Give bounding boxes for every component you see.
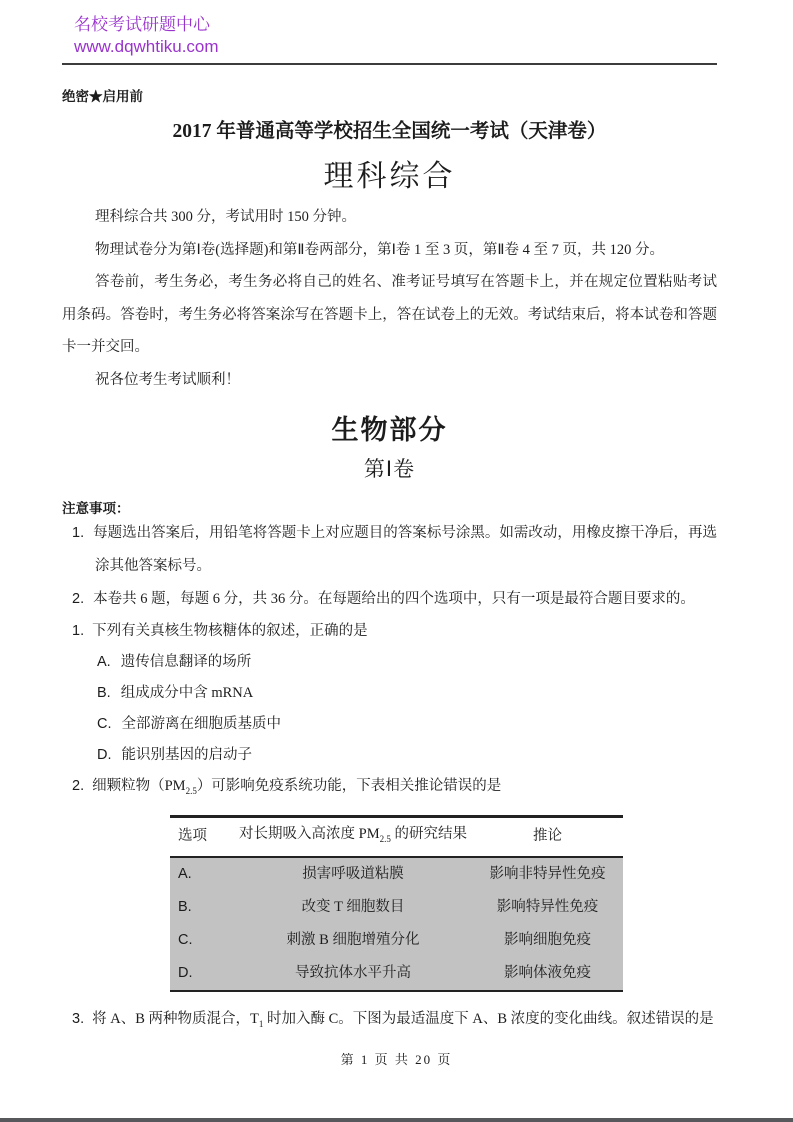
pm25-subscript: 2.5 xyxy=(185,785,197,796)
table-header-option: 选项 xyxy=(170,816,234,856)
question-text: 时加入酶 C。下图为最适温度下 A、B 浓度的变化曲线。叙述错误的是 xyxy=(263,1010,714,1027)
table-cell-inference: 影响特异性免疫 xyxy=(472,891,623,924)
pm25-subscript: 2.5 xyxy=(379,833,391,844)
note-item xyxy=(72,583,717,616)
table-header-result-text: 对长期吸入高浓度 PM xyxy=(239,825,380,842)
note-item xyxy=(72,517,717,583)
table-cell-inference: 影响细胞免疫 xyxy=(472,924,623,957)
question-number: 1. xyxy=(72,623,85,639)
table-cell-option: D. xyxy=(170,957,234,991)
table-row xyxy=(170,857,623,891)
intro-paragraph: 答卷前，考生务必，考生务必将自己的姓名、准考证号填写在答题卡上，并在规定位置粘贴考试用条码。答卷时，考生务必将答案涂写在答题卡上，答在试卷上的无效。考试结束后，将本试卷和答题卡一并交回。 xyxy=(62,274,717,355)
question-2-stem xyxy=(72,771,717,807)
notes-label: 注意事项： xyxy=(62,501,130,516)
question-text: 下列有关真核生物核糖体的叙述，正确的是 xyxy=(92,623,368,639)
question-1-option-c xyxy=(97,709,717,740)
table-cell-result: 损害呼吸道粘膜 xyxy=(234,857,472,891)
site-name: 名校考试研题中心 xyxy=(74,15,210,34)
question-1 xyxy=(62,616,717,771)
t1-subscript: 1 xyxy=(258,1018,264,1029)
question-number: 2. xyxy=(72,778,85,794)
note-number: 1. xyxy=(72,525,85,541)
option-label: C. xyxy=(97,716,112,732)
exam-title: 2017 年普通高等学校招生全国统一考试（天津卷） xyxy=(172,121,607,142)
intro-wish: 祝各位考生考试顺利！ xyxy=(95,371,240,388)
question-1-option-a xyxy=(97,647,717,678)
question-2 xyxy=(62,771,717,992)
site-header xyxy=(62,12,717,65)
table-header-result-text: 的研究结果 xyxy=(390,825,467,842)
site-url-link[interactable]: www.dqwhtiku.com xyxy=(74,37,219,56)
option-label: A. xyxy=(97,654,111,670)
classification-label: 绝密★启用前 xyxy=(62,89,143,104)
intro-paragraph: 理科综合共 300 分，考试用时 150 分钟。 xyxy=(95,209,356,225)
question-1-option-b xyxy=(97,678,717,709)
subject-title: 理科综合 xyxy=(323,160,456,193)
note-text: 每题选出答案后，用铅笔将答题卡上对应题目的答案标号涂黑。如需改动，用橡皮擦干净后，再选涂其他答案标号。 xyxy=(93,525,717,574)
table-row xyxy=(170,891,623,924)
option-text: 能识别基因的启动子 xyxy=(121,747,252,763)
question-1-option-d xyxy=(97,740,717,771)
table-cell-result: 导致抗体水平升高 xyxy=(234,957,472,991)
note-number: 2. xyxy=(72,591,85,607)
option-text: 全部游离在细胞质基质中 xyxy=(121,716,281,732)
question-1-stem xyxy=(72,616,717,647)
table-cell-inference: 影响非特异性免疫 xyxy=(472,857,623,891)
exam-intro xyxy=(62,201,717,396)
intro-paragraph: 物理试卷分为第Ⅰ卷(选择题)和第Ⅱ卷两部分，第Ⅰ卷 1 至 3 页，第Ⅱ卷 4 至 7 页，共 120 分。 xyxy=(95,241,664,258)
table-cell-option: B. xyxy=(170,891,234,924)
table-cell-result: 改变 T 细胞数目 xyxy=(234,891,472,924)
option-text: 组成成分中含 mRNA xyxy=(120,685,254,701)
table-header-result xyxy=(234,816,472,856)
question-2-table xyxy=(170,815,623,992)
table-row xyxy=(170,957,623,991)
bottom-edge-bar xyxy=(0,1118,793,1122)
question-3 xyxy=(62,1004,717,1040)
section-part-title: 生物部分 xyxy=(331,415,448,445)
note-text: 本卷共 6 题，每题 6 分，共 36 分。在每题给出的四个选项中，只有一项是最符合题目要求的。 xyxy=(93,591,695,607)
option-label: D. xyxy=(97,747,112,763)
table-header-inference: 推论 xyxy=(472,816,623,856)
table-cell-option: A. xyxy=(170,857,234,891)
question-text: 将 A、B 两种物质混合，T xyxy=(92,1010,259,1027)
table-cell-option: C. xyxy=(170,924,234,957)
table-cell-inference: 影响体液免疫 xyxy=(472,957,623,991)
table-cell-result: 刺激 B 细胞增殖分化 xyxy=(234,924,472,957)
option-text: 遗传信息翻译的场所 xyxy=(120,654,252,670)
question-text: ）可影响免疫系统功能，下表相关推论错误的是 xyxy=(196,778,502,794)
question-text: 细颗粒物（PM xyxy=(92,778,186,794)
table-header-row xyxy=(170,816,623,856)
section-volume-title: 第Ⅰ卷 xyxy=(363,457,416,481)
page-number-footer: 第 1 页 共 20 页 xyxy=(340,1052,453,1067)
question-number: 3. xyxy=(72,1010,85,1027)
question-3-stem xyxy=(72,1004,717,1040)
option-label: B. xyxy=(97,685,111,701)
table-row xyxy=(170,924,623,957)
